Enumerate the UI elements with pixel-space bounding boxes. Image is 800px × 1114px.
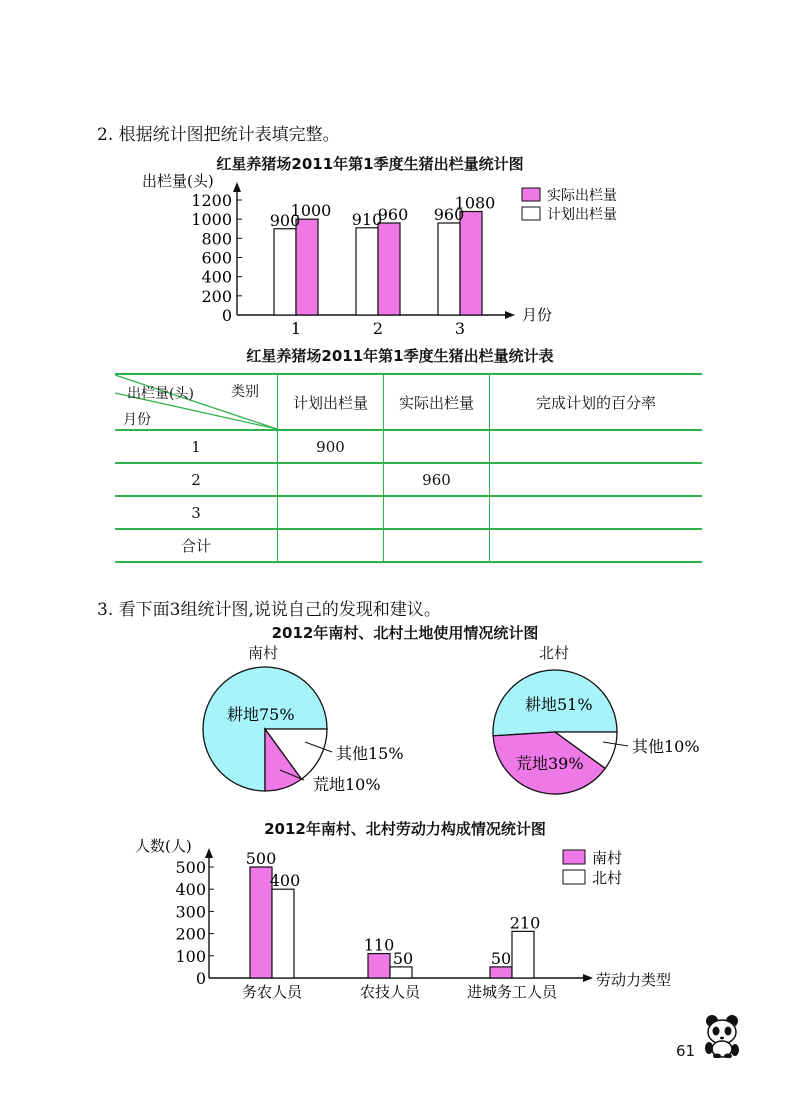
y-tick-label: 300 xyxy=(175,902,206,922)
data-label-north: 400 xyxy=(269,871,301,891)
x-tick-label: 3 xyxy=(454,319,466,338)
y-tick-label: 1200 xyxy=(191,191,232,210)
pie-label-wasteland: 荒地39% xyxy=(516,754,584,773)
south-village-label: 南村 xyxy=(248,644,279,662)
y-tick-label: 1000 xyxy=(191,210,232,230)
corner-category: 类别 xyxy=(231,384,259,400)
chart1-title: 红星养猪场2011年第1季度生猪出栏量统计图 xyxy=(216,155,524,173)
pie-label-other: 其他10% xyxy=(632,737,700,756)
pie-label-wasteland: 荒地10% xyxy=(313,775,381,794)
data-label-actual: 1080 xyxy=(454,193,496,213)
legend-label-south: 南村 xyxy=(592,849,623,867)
y-tick-label: 400 xyxy=(201,267,232,287)
row-label: 2 xyxy=(115,463,278,496)
data-label-actual: 1000 xyxy=(290,201,332,221)
x-tick-label: 进城务工人员 xyxy=(466,983,558,1001)
header-planned: 计划出栏量 xyxy=(278,374,384,430)
pie-label-other: 其他15% xyxy=(336,744,404,763)
question-3-text: 3. 看下面3组统计图,说说自己的发现和建议。 xyxy=(97,600,441,620)
x-tick-label: 农技人员 xyxy=(359,983,421,1001)
x-axis-label: 劳动力类型 xyxy=(596,971,672,989)
x-axis-arrow xyxy=(583,974,593,982)
x-axis-label: 月份 xyxy=(522,306,553,324)
pie-label-cultivated: 耕地51% xyxy=(525,695,593,714)
x-tick-label: 2 xyxy=(372,319,384,338)
north-village-label: 北村 xyxy=(539,644,570,662)
bar-south xyxy=(250,867,272,978)
table-title: 红星养猪场2011年第1季度生猪出栏量统计表 xyxy=(246,347,554,365)
bar-north xyxy=(272,889,294,978)
page-number: 61 xyxy=(676,1042,696,1060)
row-label: 3 xyxy=(115,496,278,529)
pies-title: 2012年南村、北村土地使用情况统计图 xyxy=(271,624,539,642)
panda-icon xyxy=(700,1012,744,1058)
y-tick-label: 200 xyxy=(175,924,206,944)
data-label-planned: 910 xyxy=(351,209,383,229)
corner-month: 月份 xyxy=(123,412,151,428)
x-tick-label: 1 xyxy=(290,319,302,338)
row-label: 1 xyxy=(115,430,278,463)
data-label-actual: 960 xyxy=(377,205,409,224)
legend-label-planned: 计划出栏量 xyxy=(547,207,617,223)
bar-south xyxy=(490,967,512,978)
header-percent: 完成计划的百分率 xyxy=(490,374,703,430)
bar-south xyxy=(368,954,390,978)
cell-planned: 900 xyxy=(278,430,384,463)
y-tick-label: 800 xyxy=(201,229,232,249)
bar-north xyxy=(512,931,534,978)
bar-north xyxy=(390,967,412,978)
legend-label-actual: 实际出栏量 xyxy=(547,188,617,204)
pie-label-cultivated: 耕地75% xyxy=(227,705,295,724)
row-label: 合计 xyxy=(115,529,278,562)
legend-swatch-south xyxy=(563,850,585,864)
data-label-planned: 960 xyxy=(433,205,465,224)
data-label-south: 110 xyxy=(363,935,395,955)
y-tick-label: 0 xyxy=(195,969,206,988)
legend-label-north: 北村 xyxy=(592,869,623,887)
y-axis-label: 人数(人) xyxy=(135,837,192,855)
y-tick-label: 0 xyxy=(221,306,232,325)
data-label-planned: 900 xyxy=(269,210,301,230)
data-label-south: 50 xyxy=(490,948,512,968)
y-tick-label: 100 xyxy=(175,946,206,966)
question-2-text: 2. 根据统计图把统计表填完整。 xyxy=(97,125,340,145)
data-label-north: 210 xyxy=(509,913,541,933)
x-tick-label: 务农人员 xyxy=(241,983,303,1001)
header-actual: 实际出栏量 xyxy=(384,374,490,430)
y-tick-label: 600 xyxy=(201,248,232,268)
y-tick-label: 400 xyxy=(175,880,206,900)
data-label-south: 500 xyxy=(245,849,277,868)
legend-swatch-north xyxy=(563,870,585,884)
y-axis-label: 出栏量(头) xyxy=(142,172,214,190)
corner-quantity: 出栏量(头) xyxy=(127,386,194,402)
y-tick-label: 200 xyxy=(201,286,232,306)
y-axis-arrow xyxy=(205,848,213,858)
data-label-north: 50 xyxy=(392,948,414,968)
y-tick-label: 500 xyxy=(175,858,206,877)
cell-actual: 960 xyxy=(384,463,490,496)
chart2-title: 2012年南村、北村劳动力构成情况统计图 xyxy=(264,820,546,838)
